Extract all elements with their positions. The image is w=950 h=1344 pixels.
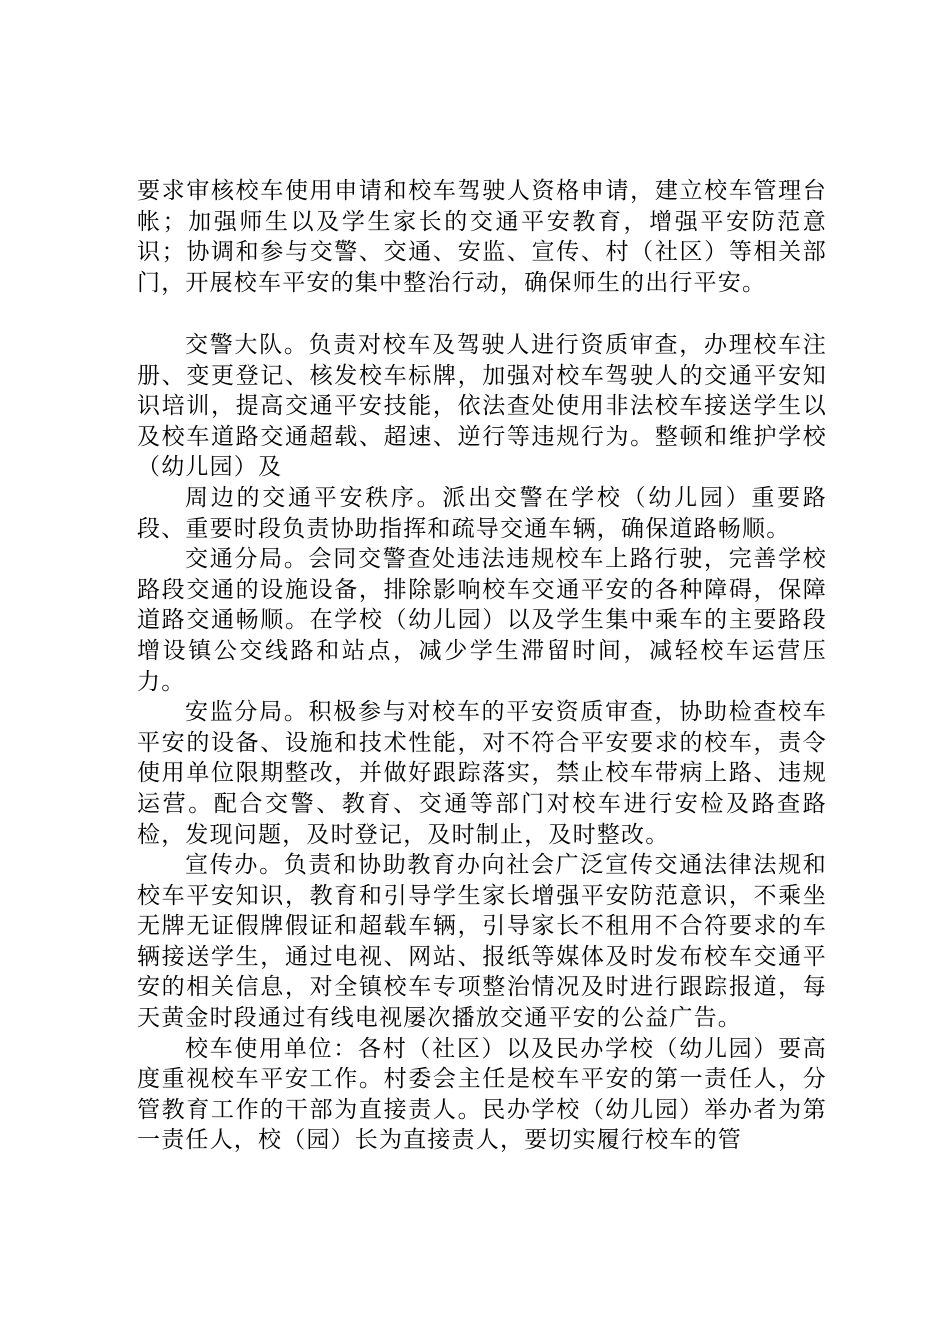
paragraph-traffic-police: 交警大队。负责对校车及驾驶人进行资质审查，办理校车注册、变更登记、核发校车标牌，加强对校车驾驶人的交通平安知识培训，提高交通平安技能，依法查处使用非法校车接送学生以及校车道路交通超载、超速、逆行等违规行为。整顿和维护学校（幼儿园）及 [137, 332, 827, 481]
paragraph-school-bus-units: 校车使用单位：各村（社区）以及民办学校（幼儿园）要高度重视校车平安工作。村委会主任是校车平安的第一责任人，分管教育工作的干部为直接责人。民办学校（幼儿园）举办者为第一责任人，校（园）长为直接责人，要切实履行校车的管 [137, 1035, 827, 1154]
paragraph-safety-bureau: 安监分局。积极参与对校车的平安资质审查，协助检查校车平安的设备、设施和技术性能，对不符合平安要求的校车，责令使用单位限期整改，并做好跟踪落实，禁止校车带病上路、违规运营。配合交警、教育、交通等部门对校车进行安检及路查路检，发现问题，及时登记，及时制止，及时整改。 [137, 699, 827, 848]
responsibilities-section [137, 330, 827, 1156]
paragraph-traffic-order: 周边的交通平安秩序。派出交警在学校（幼儿园）重要路段、重要时段负责协助指挥和疏导交通车辆，确保道路畅顺。 [137, 484, 827, 542]
intro-section [137, 176, 827, 298]
paragraph-publicity-office: 宣传办。负责和协助教育办向社会广泛宣传交通法律法规和校车平安知识，教育和引导学生家长增强平安防范意识，不乘坐无牌无证假牌假证和超载车辆，引导家长不租用不合符要求的车辆接送学生，通过电视、网站、报纸等媒体及时发布校车交通平安的相关信息，对全镇校车专项整治情况及时进行跟踪报道，每天黄金时段通过有线电视屡次播放交通平安的公益广告。 [137, 852, 827, 1032]
intro-paragraph: 要求审核校车使用申请和校车驾驶人资格申请，建立校车管理台帐；加强师生以及学生家长的交通平安教育，增强平安防范意识；协调和参与交警、交通、安监、宣传、村（社区）等相关部门，开展校车平安的集中整治行动，确保师生的出行平安。 [137, 178, 827, 296]
paragraph-transport-bureau: 交通分局。会同交警查处违法违规校车上路行驶，完善学校路段交通的设施设备，排除影响校车交通平安的各种障碍，保障道路交通畅顺。在学校（幼儿园）以及学生集中乘车的主要路段增设镇公交线路和站点，减少学生滞留时间，减轻校车运营压力。 [137, 546, 827, 695]
